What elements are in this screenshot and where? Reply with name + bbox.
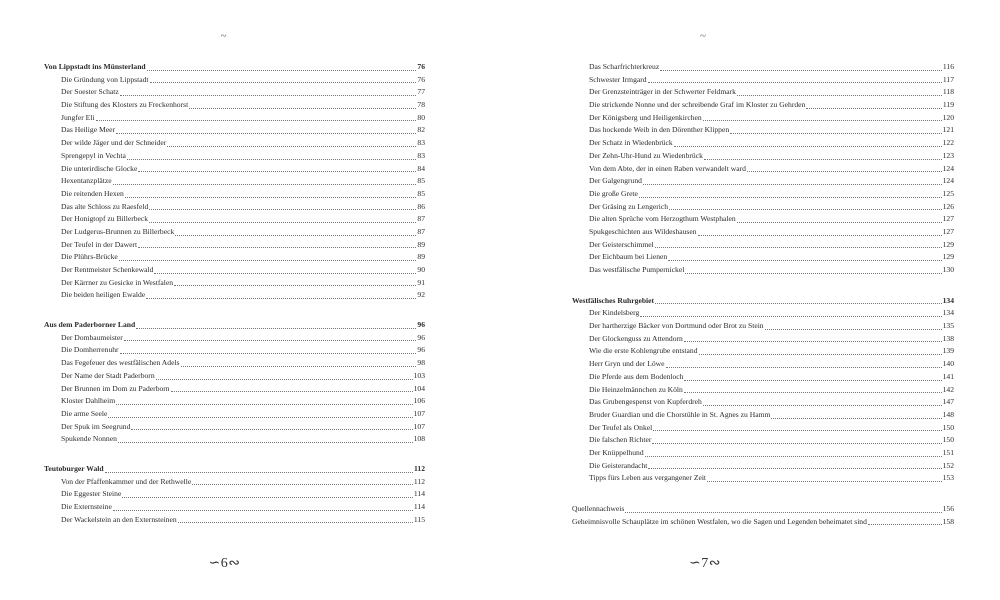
entry-title: Schwester Irmgard [589, 74, 647, 84]
dot-leader [771, 417, 941, 419]
dot-leader [639, 196, 942, 198]
entry-title: Bruder Guardian und die Chorstühle in St. Agnes zu Hamm [589, 409, 771, 419]
dot-leader [704, 158, 942, 160]
dot-leader [703, 119, 942, 121]
entry-page-number: 126 [942, 201, 954, 211]
entry-page-number: 85 [417, 176, 425, 186]
toc-entry [572, 345, 954, 358]
toc-entry [44, 112, 425, 125]
dot-leader [108, 416, 412, 418]
toc-entry [44, 137, 425, 150]
dot-leader [684, 391, 942, 393]
entry-title: Der Königsberg und Heiligenkirchen [589, 112, 702, 122]
dot-leader [120, 94, 417, 96]
toc-section [572, 61, 954, 277]
toc-entry [572, 422, 954, 435]
toc-entry [44, 86, 425, 99]
dot-leader [669, 208, 942, 210]
dot-leader [181, 365, 417, 367]
toc-entry [44, 188, 425, 201]
right-page [572, 0, 954, 600]
entry-title: Das Grubengespenst von Kupferdreh [589, 397, 702, 407]
dot-leader [178, 521, 413, 523]
dot-leader [175, 234, 416, 236]
dot-leader [149, 208, 416, 210]
entry-page-number: 130 [942, 265, 954, 274]
entry-page-number: 151 [942, 447, 954, 457]
entry-page-number: 103 [413, 370, 425, 380]
entry-title: Der Galgengrund [589, 176, 642, 186]
dot-leader [747, 170, 942, 172]
dot-leader [730, 132, 941, 134]
toc-entry [44, 175, 425, 188]
entry-title: Die alten Sprüche vom Herzogthum Westphalen [589, 214, 736, 224]
dot-leader [684, 379, 941, 381]
entry-title: Die beiden heiligen Ewalde [61, 290, 146, 300]
toc-entry [44, 150, 425, 163]
dot-leader [666, 366, 942, 368]
entry-title: Der wilde Jäger und der Schneider [61, 138, 167, 148]
dot-leader [648, 467, 941, 469]
entry-title: Der Dombaumeister [61, 332, 123, 342]
toc-section [572, 295, 954, 485]
dot-leader [703, 404, 942, 406]
toc-entry [572, 384, 954, 397]
toc-section [44, 463, 425, 526]
entry-title: Die reitenden Hexen [61, 188, 124, 198]
toc-section [572, 503, 954, 528]
dot-leader [167, 145, 416, 147]
entry-page-number: 78 [417, 100, 425, 110]
toc-entry [572, 188, 954, 201]
entry-page-number: 92 [417, 290, 425, 300]
dot-leader [124, 339, 417, 341]
toc-entry [44, 344, 425, 357]
toc-entry [572, 516, 954, 529]
toc-entry [572, 124, 954, 137]
entry-title: Der hartherzige Bäcker von Dortmund oder Brot zu Stein [589, 321, 764, 331]
entry-title: Der Brunnen im Dom zu Paderborn [61, 383, 170, 393]
dot-leader [125, 196, 417, 198]
entry-title: Der Teufel in der Dawert [61, 239, 138, 249]
toc-entry [572, 150, 954, 163]
toc-entry [572, 213, 954, 226]
entry-title: Westfälisches Ruhrgebiet [572, 295, 655, 305]
entry-page-number: 107 [413, 421, 425, 431]
toc-entry [44, 201, 425, 214]
entry-title: Aus dem Paderborner Land [44, 320, 136, 330]
entry-title: Die Heinzelmännchen zu Köln [589, 384, 683, 394]
entry-title: Der Kindelsberg [589, 308, 640, 318]
entry-title: Jungfer Eli [61, 112, 95, 122]
dot-leader [685, 272, 941, 274]
entry-page-number: 84 [417, 163, 425, 173]
entry-title: Die Geisterandacht [589, 460, 648, 470]
entry-title: Sprengepyl in Vechta [61, 150, 126, 160]
toc-entry [572, 503, 954, 516]
dot-leader [96, 119, 417, 121]
entry-title: Teutoburger Wald [44, 463, 104, 473]
toc-entry [44, 370, 425, 383]
entry-title: Die Pferde aus dem Bodenloch [589, 371, 684, 381]
entry-page-number: 118 [942, 87, 954, 97]
entry-title: Das Heilige Meer [61, 125, 115, 135]
toc-entry [44, 163, 425, 176]
entry-page-number: 96 [417, 320, 425, 330]
toc-entry [44, 239, 425, 252]
entry-title: Der Geisterschimmel [589, 239, 654, 249]
toc-entry [572, 264, 954, 277]
entry-page-number: 90 [417, 265, 425, 274]
dot-leader [698, 234, 942, 236]
entry-page-number: 124 [942, 163, 954, 173]
dot-leader [868, 523, 942, 525]
toc-entry [572, 226, 954, 239]
entry-page-number: 112 [414, 463, 425, 473]
section-heading [44, 463, 425, 476]
entry-page-number: 129 [942, 252, 954, 262]
dot-leader [174, 284, 416, 286]
top-ornament: ~ [220, 30, 227, 42]
entry-page-number: 158 [942, 516, 954, 526]
entry-title: Herr Gryn und der Löwe [589, 359, 665, 369]
section-heading [44, 61, 425, 74]
dot-leader [668, 259, 941, 261]
entry-title: Geheimnisvolle Schauplätze im schönen Westfalen, wo die Sagen und Legenden beheimatet sind [572, 516, 867, 526]
section-heading [44, 319, 425, 332]
toc-entry [572, 99, 954, 112]
entry-page-number: 87 [417, 214, 425, 224]
dot-leader [171, 390, 413, 392]
toc-entry [44, 501, 425, 514]
dot-leader [122, 496, 413, 498]
entry-title: Der Glockenguss zu Attendorn [589, 333, 683, 343]
dot-leader [154, 272, 416, 274]
dot-leader [625, 511, 941, 513]
toc-entry [44, 124, 425, 137]
dot-leader [737, 221, 942, 223]
entry-page-number: 134 [942, 308, 954, 318]
entry-page-number: 112 [413, 476, 425, 486]
toc-entry [572, 307, 954, 320]
entry-page-number: 124 [942, 176, 954, 186]
dot-leader [674, 145, 942, 147]
dot-leader [116, 132, 416, 134]
entry-title: Das Scharfrichterkreuz [589, 62, 660, 71]
dot-leader [655, 246, 942, 248]
toc-entry [572, 409, 954, 422]
dot-leader [113, 509, 413, 511]
entry-title: Die unterirdische Glocke [61, 163, 138, 173]
entry-title: Der Grenzsteinträger in der Schwerter Feldmark [589, 87, 736, 97]
entry-page-number: 134 [942, 295, 954, 305]
entry-title: Tipps fürs Leben aus vergangener Zeit [589, 473, 707, 483]
entry-title: Das westfälische Pumpernickel [589, 265, 685, 274]
toc-entry [44, 395, 425, 408]
dot-leader [653, 429, 941, 431]
entry-title: Spukgeschichten aus Wildeshausen [589, 226, 697, 236]
entry-page-number: 125 [942, 188, 954, 198]
toc-section [44, 319, 425, 446]
dot-leader [660, 69, 942, 71]
entry-title: Die strickende Nonne und der schreibende Graf im Kloster zu Gehrden [589, 100, 806, 110]
entry-title: Der Knüppelhund [589, 447, 644, 457]
toc-entry [572, 74, 954, 87]
entry-title: Der Wackelstein an den Externsteinen [61, 514, 177, 524]
dot-leader [116, 403, 412, 405]
entry-title: Die Gründung von Lippstadt [61, 74, 149, 84]
entry-page-number: 147 [942, 397, 954, 407]
toc-entry [572, 251, 954, 264]
entry-title: Die Stiftung des Klosters zu Freckenhorst [61, 100, 189, 110]
toc-entry [572, 175, 954, 188]
entry-title: Spukende Nonnen [61, 434, 117, 444]
toc-entry [44, 421, 425, 434]
entry-title: Von Lippstadt ins Münsterland [44, 62, 146, 71]
entry-page-number: 83 [417, 138, 425, 148]
entry-title: Der Ludgerus-Brunnen zu Billerbeck [61, 226, 175, 236]
dot-leader [138, 246, 416, 248]
entry-page-number: 77 [417, 87, 425, 97]
entry-title: Die Eggester Steine [61, 489, 122, 499]
toc-entry [44, 213, 425, 226]
toc-entry [44, 277, 425, 290]
page-number: ∽6∾ [208, 556, 241, 571]
dot-leader [138, 170, 416, 172]
entry-title: Der Teufel als Onkel [589, 422, 653, 432]
toc-entry [44, 476, 425, 489]
entry-page-number: 114 [413, 502, 425, 511]
entry-page-number: 129 [942, 239, 954, 249]
entry-title: Wie die erste Kohlengrube entstand [589, 346, 698, 356]
toc-entry [572, 371, 954, 384]
toc-entry [572, 239, 954, 252]
entry-page-number: 76 [417, 62, 425, 71]
entry-title: Die große Grete [589, 188, 638, 198]
toc-entry [44, 264, 425, 277]
entry-page-number: 91 [417, 277, 425, 287]
entry-page-number: 76 [417, 74, 425, 84]
dot-leader [136, 327, 416, 329]
toc-entry [44, 488, 425, 501]
dot-leader [113, 183, 417, 185]
dot-leader [684, 340, 942, 342]
dot-leader [652, 442, 941, 444]
section-heading [572, 295, 954, 308]
entry-page-number: 80 [417, 112, 425, 122]
entry-title: Der Honigtopf zu Billerbeck [61, 214, 149, 224]
entry-title: Von dem Abte, der in einen Raben verwandelt ward [589, 163, 746, 173]
entry-page-number: 106 [413, 396, 425, 406]
entry-page-number: 89 [417, 252, 425, 262]
page-number: ∽7∾ [689, 556, 721, 571]
dot-leader [105, 471, 413, 473]
entry-page-number: 123 [942, 150, 954, 160]
entry-page-number: 83 [417, 150, 425, 160]
entry-page-number: 98 [417, 358, 425, 368]
toc-entry [572, 333, 954, 346]
entry-page-number: 152 [942, 460, 954, 470]
entry-page-number: 139 [942, 346, 954, 356]
entry-page-number: 115 [413, 514, 425, 524]
entry-page-number: 153 [942, 473, 954, 483]
dot-leader [127, 158, 417, 160]
dot-leader [147, 69, 417, 71]
entry-title: Quellennachweis [572, 504, 625, 513]
dot-leader [150, 81, 417, 83]
dot-leader [640, 315, 941, 317]
dot-leader [119, 259, 417, 261]
entry-title: Die arme Seele [61, 408, 108, 418]
toc-entry [572, 460, 954, 473]
toc-entry [44, 514, 425, 527]
entry-title: Der Rentmeister Schenkewald [61, 265, 154, 274]
entry-page-number: 82 [417, 125, 425, 135]
entry-page-number: 117 [942, 74, 954, 84]
entry-page-number: 138 [942, 333, 954, 343]
entry-title: Die falschen Richter [589, 435, 652, 445]
entry-page-number: 116 [942, 62, 954, 71]
dot-leader [120, 352, 417, 354]
dot-leader [645, 455, 942, 457]
dot-leader [699, 353, 942, 355]
toc-entry [44, 99, 425, 112]
toc-entry [44, 408, 425, 421]
toc-entry [572, 163, 954, 176]
entry-page-number: 85 [417, 188, 425, 198]
dot-leader [131, 428, 412, 430]
entry-title: Der Name der Stadt Paderborn [61, 370, 155, 380]
entry-title: Der Schatz in Wiedenbrück [589, 138, 673, 148]
toc-entry [572, 86, 954, 99]
entry-page-number: 142 [942, 384, 954, 394]
entry-title: Hexentanzplätze [61, 176, 112, 186]
left-page [44, 0, 425, 600]
toc-entry [572, 396, 954, 409]
entry-page-number: 104 [413, 383, 425, 393]
entry-page-number: 150 [942, 435, 954, 445]
entry-page-number: 87 [417, 226, 425, 236]
entry-title: Die Externsteine [61, 502, 112, 511]
dot-leader [146, 297, 416, 299]
entry-page-number: 86 [417, 201, 425, 211]
dot-leader [118, 441, 413, 443]
dot-leader [189, 107, 416, 109]
entry-title: Die Plührs-Brücke [61, 252, 118, 262]
dot-leader [648, 81, 942, 83]
entry-page-number: 150 [942, 422, 954, 432]
entry-page-number: 127 [942, 214, 954, 224]
toc-entry [44, 383, 425, 396]
dot-leader [149, 221, 416, 223]
entry-page-number: 96 [417, 345, 425, 355]
entry-page-number: 156 [942, 504, 954, 513]
entry-page-number: 141 [942, 371, 954, 381]
table-of-contents-left [44, 61, 425, 526]
dot-leader [156, 378, 413, 380]
entry-title: Der Kärrner zu Gesicke in Westfalen [61, 277, 174, 287]
toc-entry [572, 320, 954, 333]
entry-title: Das hockende Weib in den Dörenther Klippen [589, 125, 730, 135]
entry-page-number: 121 [942, 125, 954, 135]
top-ornament: ~ [700, 30, 706, 42]
entry-title: Der Eichbaum bei Lienen [589, 252, 668, 262]
toc-entry [44, 251, 425, 264]
entry-title: Das alte Schloss zu Raesfeld [61, 201, 149, 211]
entry-title: Der Spuk im Seegrund [61, 421, 131, 431]
toc-entry [572, 61, 954, 74]
entry-page-number: 127 [942, 226, 954, 236]
toc-entry [44, 226, 425, 239]
entry-title: Die Domherrenuhr [61, 345, 119, 355]
entry-title: Der Zehn-Uhr-Hund zu Wiedenbrück [589, 150, 703, 160]
entry-title: Das Fegefeuer des westfälischen Adels [61, 358, 180, 368]
entry-page-number: 108 [413, 434, 425, 444]
toc-entry [44, 433, 425, 446]
toc-entry [572, 434, 954, 447]
entry-page-number: 119 [942, 100, 954, 110]
entry-page-number: 107 [413, 408, 425, 418]
entry-page-number: 114 [413, 489, 425, 499]
dot-leader [707, 480, 942, 482]
entry-page-number: 120 [942, 112, 954, 122]
entry-title: Der Gräsing zu Lengerich [589, 201, 669, 211]
entry-page-number: 122 [942, 138, 954, 148]
toc-entry [572, 137, 954, 150]
toc-entry [44, 289, 425, 302]
toc-entry [572, 112, 954, 125]
toc-section [44, 61, 425, 302]
table-of-contents-right [572, 61, 954, 528]
toc-entry [572, 447, 954, 460]
toc-entry [44, 74, 425, 87]
entry-title: Von der Pfaffenkammer und der Rethwelle [61, 476, 192, 486]
dot-leader [737, 94, 942, 96]
toc-entry [572, 472, 954, 485]
entry-page-number: 148 [942, 409, 954, 419]
dot-leader [806, 107, 942, 109]
entry-page-number: 135 [942, 321, 954, 331]
toc-entry [572, 358, 954, 371]
entry-page-number: 96 [417, 332, 425, 342]
dot-leader [655, 302, 942, 304]
entry-title: Der Soester Schatz [61, 87, 119, 97]
entry-page-number: 89 [417, 239, 425, 249]
toc-entry [572, 201, 954, 214]
entry-title: Kloster Dahlheim [61, 396, 116, 406]
toc-entry [44, 332, 425, 345]
entry-page-number: 140 [942, 359, 954, 369]
toc-entry [44, 357, 425, 370]
dot-leader [192, 483, 413, 485]
dot-leader [765, 328, 942, 330]
dot-leader [643, 183, 942, 185]
